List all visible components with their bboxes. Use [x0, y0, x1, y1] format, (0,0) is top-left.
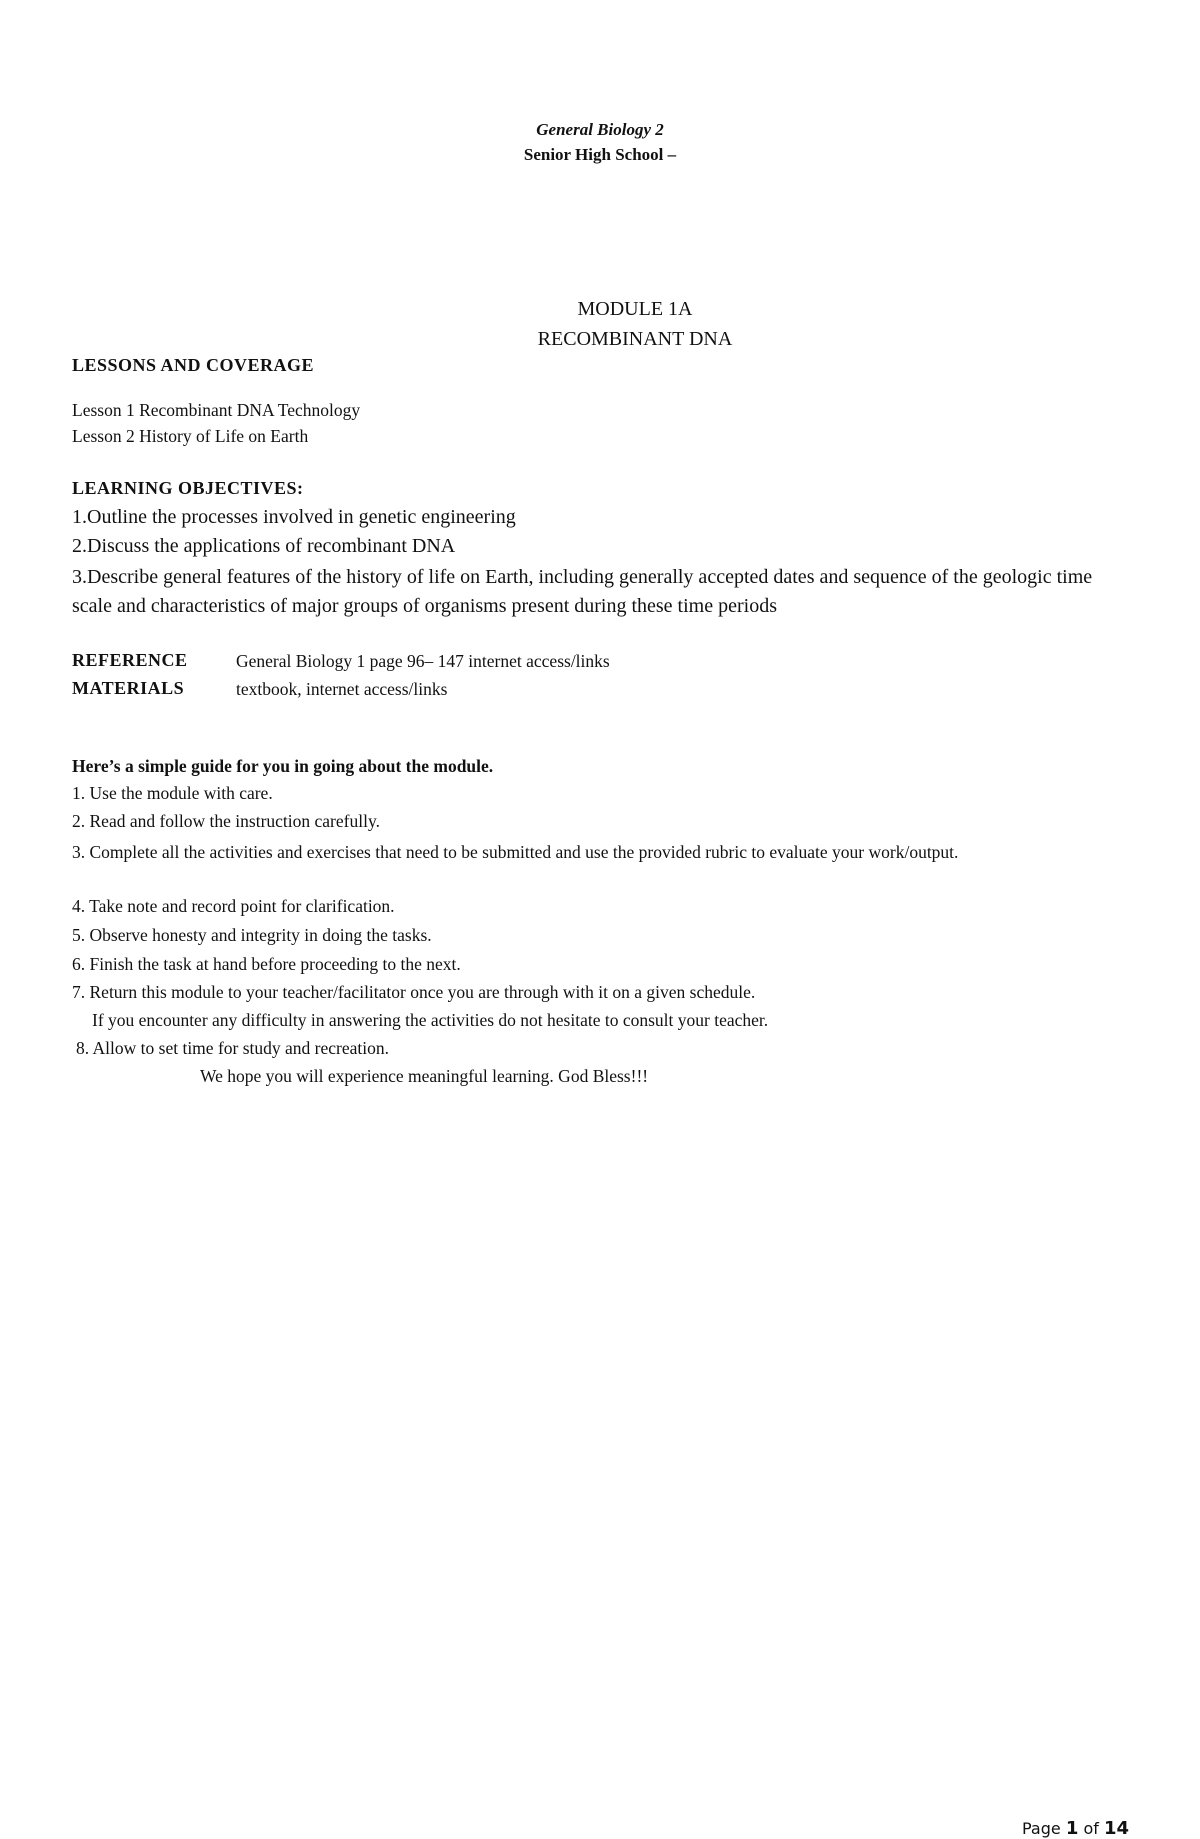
lessons-heading: LESSONS AND COVERAGE: [72, 355, 315, 375]
document-title: General Biology 2: [536, 120, 664, 139]
guide-item: 8. Allow to set time for study and recreation.: [76, 1038, 389, 1058]
reference-label: REFERENCE: [72, 650, 188, 670]
guide-item: 6. Finish the task at hand before proceeding to the next.: [72, 954, 461, 974]
objective-item: 1.Outline the processes involved in genetic engineering: [72, 506, 516, 528]
materials-value: textbook, internet access/links: [236, 679, 448, 699]
document-subtitle: Senior High School –: [523, 145, 677, 164]
page-total: 14: [1103, 1818, 1130, 1839]
lesson-item: Lesson 2 History of Life on Earth: [72, 426, 309, 446]
closing-message: We hope you will experience meaningful learning. God Bless!!!: [200, 1066, 649, 1086]
guide-heading: Here’s a simple guide for you in going about the module.: [72, 756, 494, 776]
of-word: of: [1083, 1819, 1099, 1838]
guide-item: 4. Take note and record point for clarification.: [72, 896, 395, 916]
lesson-item: Lesson 1 Recombinant DNA Technology: [72, 400, 361, 420]
module-number: MODULE 1A: [577, 298, 693, 320]
guide-item: 5. Observe honesty and integrity in doing the tasks.: [72, 925, 432, 945]
page-current: 1: [1065, 1818, 1079, 1839]
guide-item: 3. Complete all the activities and exercises that need to be submitted and use the provided rubric to evaluate your work/output.: [72, 842, 959, 862]
guide-note: If you encounter any difficulty in answering the activities do not hesitate to consult your teacher.: [92, 1010, 769, 1030]
objective-item: 3.Describe general features of the history of life on Earth, including generally accepted dates and sequence of the geologic time scale and characteristics of major groups of organisms present during these time periods: [72, 566, 1093, 617]
module-name: RECOMBINANT DNA: [537, 328, 733, 350]
objective-item: 2.Discuss the applications of recombinant DNA: [72, 535, 456, 557]
page-number: [1022, 1818, 1129, 1839]
materials-label: MATERIALS: [72, 678, 185, 698]
reference-value: General Biology 1 page 96– 147 internet access/links: [236, 651, 610, 671]
page-word: Page: [1022, 1819, 1061, 1838]
objectives-heading: LEARNING OBJECTIVES:: [72, 478, 304, 498]
guide-item: 1. Use the module with care.: [72, 783, 273, 803]
guide-item: 2. Read and follow the instruction carefully.: [72, 811, 380, 831]
guide-item: 7. Return this module to your teacher/facilitator once you are through with it on a given schedule.: [72, 982, 756, 1002]
